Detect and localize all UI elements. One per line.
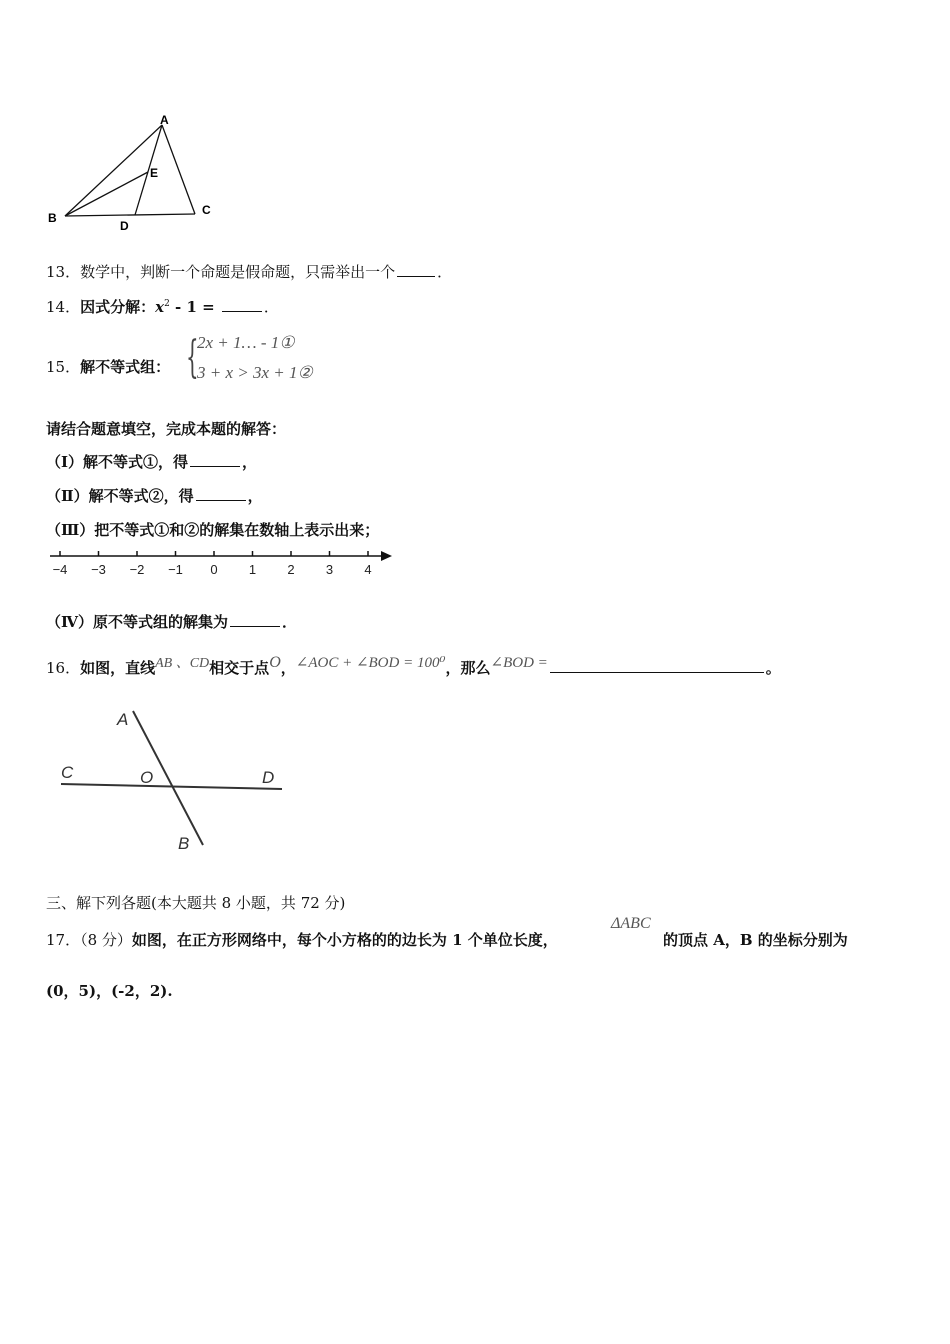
q16-text1: 如图，直线 <box>80 659 156 677</box>
q15-prefix: 解不等式组： <box>80 358 171 376</box>
q15-step4-blank[interactable] <box>230 612 280 627</box>
q14-end: ． <box>263 298 279 316</box>
q15-inequality-2: 3 + x > 3x + 1② <box>197 363 313 382</box>
lines-label-o: O <box>140 768 154 787</box>
q15-inequality-1: 2x + 1… - 1① <box>197 333 295 352</box>
q15-step4-end: ． <box>282 613 298 631</box>
q16-lines: AB 、CD <box>155 656 210 671</box>
q16-point: O <box>269 654 281 671</box>
q16-number: 16． <box>46 659 81 677</box>
number-line <box>44 545 404 585</box>
number-line-tick-label: −4 <box>52 562 68 577</box>
q16-condition: ∠AOC + ∠BOD = 100⁰ <box>295 655 446 671</box>
q15-step2-blank[interactable] <box>196 486 246 501</box>
q16-text2: 相交于点 <box>209 659 270 677</box>
q14-expr-x: x <box>155 298 165 316</box>
q17-text1: 如图，在正方形网络中，每个小方格的的边长为 1 个单位长度， <box>131 931 558 949</box>
q15-number: 15． <box>46 358 81 376</box>
q15-step1-text: （Ⅰ）解不等式①，得 <box>46 453 189 471</box>
q17-number: 17． <box>46 931 81 949</box>
number-line-tick-label: 0 <box>210 562 218 577</box>
lines-label-d: D <box>262 768 275 787</box>
triangle-label-c: C <box>202 203 211 217</box>
q17-triangle: ΔABC <box>611 915 651 932</box>
q16-text4: ，那么 <box>445 659 491 677</box>
q15-brace: { <box>186 332 199 383</box>
q17-coords: (0，5)，(-2，2). <box>46 982 173 1000</box>
q17-score: （8 分） <box>80 931 132 949</box>
q14-number: 14． <box>46 298 81 316</box>
q15-step2-text: （Ⅱ）解不等式②，得 <box>46 487 194 505</box>
lines-label-c: C <box>61 763 74 782</box>
number-line-tick-label: 2 <box>287 562 295 577</box>
lines-label-a: A <box>117 710 129 729</box>
number-line-tick-label: 4 <box>364 562 372 577</box>
question-15 <box>46 356 170 377</box>
number-line-tick-label: 3 <box>325 562 334 577</box>
q16-answer-blank[interactable] <box>550 658 764 673</box>
q13-text: 数学中，判断一个命题是假命题，只需举出一个 <box>80 263 396 281</box>
q14-expr-rest: - 1 = <box>169 298 220 316</box>
number-line-arrow-icon <box>381 551 392 561</box>
q15-step-2 <box>46 485 263 506</box>
q15-step-4 <box>46 611 297 632</box>
q17-text2: 的顶点 A，B 的坐标分别为 <box>663 931 848 949</box>
q16-end: 。 <box>765 659 781 677</box>
q13-answer-blank[interactable] <box>397 262 435 277</box>
triangle-figure <box>40 110 230 240</box>
q13-number: 13． <box>46 263 81 281</box>
number-line-tick-label: −1 <box>168 562 183 577</box>
q16-ask: ∠BOD = <box>490 655 548 671</box>
number-line-tick-label: 1 <box>248 562 257 577</box>
q15-step1-blank[interactable] <box>190 452 240 467</box>
q14-prefix: 因式分解： <box>80 298 156 316</box>
q16-text3: ， <box>280 659 296 677</box>
question-14 <box>46 296 279 317</box>
triangle-label-d: D <box>120 219 129 233</box>
number-line-tick-label: −2 <box>129 562 145 577</box>
number-line-tick-label: −3 <box>91 562 106 577</box>
q15-step-1 <box>46 451 257 472</box>
q15-step2-end: ， <box>247 487 263 505</box>
q14-answer-blank[interactable] <box>222 297 262 312</box>
q15-step4-text: （Ⅳ）原不等式组的解集为 <box>46 613 229 631</box>
question-16 <box>46 654 781 678</box>
triangle-label-e: E <box>150 166 159 180</box>
question-13 <box>46 261 452 282</box>
question-17 <box>46 929 558 950</box>
q14-expr-exp: 2 <box>164 299 170 309</box>
triangle-label-b: B <box>48 211 57 225</box>
q15-step1-end: ， <box>242 453 258 471</box>
intersecting-lines-figure <box>55 705 295 860</box>
triangle-label-a: A <box>160 113 169 127</box>
q15-step-3: （Ⅲ）把不等式①和②的解集在数轴上表示出来； <box>46 521 380 539</box>
section-3-title: 三、解下列各题(本大题共 8 小题，共 72 分) <box>46 894 346 912</box>
q15-instruction: 请结合题意填空，完成本题的解答： <box>46 420 287 438</box>
lines-label-b: B <box>178 834 190 853</box>
q13-end: ． <box>437 263 453 281</box>
